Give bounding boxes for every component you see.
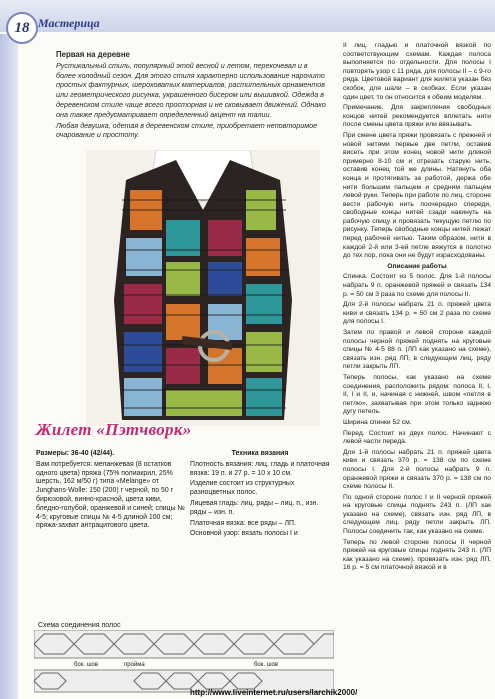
instr-p1: II лиц. гладью и платочной вязкой по соответствующим схемам. Каждая полоса выполняется по отдельности. Для полосы I повторять узор с 11 ряда, для полосы II – с 9-го ряда. Цветовой вариант для жилета указан без скобок, для шали – в скобках. Если указан один цвет, то он относится к обеим моделям. [343,42,491,101]
pattern-text: Основной узор: вязать полосы I и [190,530,298,538]
instructions-column [343,42,491,575]
source-url: http://www.liveinternet.ru/users/larchik2000/ [190,688,358,697]
magazine-name: Мастерица [38,16,100,30]
garter-stitch-text: Платочная вязка: все ряды – ЛП. [190,519,296,527]
scheme-label-mid: пройма [124,662,145,668]
scheme-label-left: бок. шов [74,662,99,668]
instr-p9: Перед. Состоит из двух полос. Начинают с левой части переда. [343,429,491,446]
instr-p5: Для 2-й полосы набрать 21 п. пряжей цвета киви и связать 134 р. = 50 см 2 раза по схеме для полосы I. [343,301,491,326]
face-stitch-text: Лицевая гладь: лиц. ряды – лиц. п., изн. ряды – изн. п. [190,499,319,516]
joining-scheme [34,630,334,696]
instr-note: Примечание. Для закрепления свободных концов нитей рекомендуется вплетать нити после смены цвета пряжи или ввязывать. [343,104,491,129]
intro-block [56,50,326,141]
intro-heading: Первая на деревне [56,50,130,59]
technique-heading: Техника вязания [231,450,289,457]
instr-p7: Теперь полосы, как указано на схеме соединения, расположить рядом: полоса II, I, II, I и II, и, начиная с нижней, швом «петля в петлю», захватывая при этом только заднюю дугу петель. [343,373,491,416]
instr-p12: Теперь по левой стороне полосы II черной пряжей на круговые спицы поднять 243 п. (ЛП как указано на схеме), провязать изн. ряд ЛП, 16 р. = 5 см платочной вязкой и в [343,538,491,572]
side-strip [0,34,18,699]
technique-column [190,450,330,541]
page-number: 18 [6,12,38,44]
instr-p8: Ширина спинки 52 см. [343,418,412,426]
instr-p4: Спинка. Состоит из 5 полос. Для 1-й полосы набрать 9 п. оранжевой пряжей и связать 134 р. = 50 см 3 раза по схеме для полосы II. [343,273,491,298]
scheme-title: Схема соединения полос [38,622,121,629]
instr-p3: При смене цвета пряжи провязать с прежней и новой нитями первые две петли, оставив висеть при этом конец новой нити длиной примерно 8-10 см и отрезать старую нить, оставив конец той же длины. Натянуть оба конца и протягивать за работой, держа обе нити большим пальцем и средним пальцем левой руки. Теперь при работе по лиц. стороне вести рабочую нить поочередно спереди, свободные концы нитей сзади накинуть на рабочую спицу и провязать текущую петлю по рисунку. Теперь свободные концы нитей лежат перед рабочей нитью. Таким образом, нити в каждой 2-й или 3-ей петле вяжутся в полотно до тех пор, пока они не будут израсходованы. [343,131,491,260]
intro-paragraph-1: Рустикальный стиль, популярный этой весной и летом, перекочевал и в более холодный сезон. Для этого стиля характерно использование нарочито простых фактурных, шероховатых материалов, растительных орнаментов или геометрического рисунка, украшенного бисером или вышивкой. Одежда в деревенском стиле чаще всего просторная и не сковывает движений. Однако она также предусматривает определенный акцент на талии. [56,60,326,119]
vest-photo [86,150,320,426]
intro-paragraph-2: Любая девушка, одетая в деревенском стиле, приобретает неповторимое очарование и простоту. [56,120,318,140]
article-title: Жилет «Пэтчворк» [36,420,192,439]
instr-p10: Для 1-й полосы набрать 21 п. пряжей цвета киви и связать 370 р. = 138 см по схеме полосы I. Для 2-й полосы набрать 9 п. оранжевой пряжи и связать 370 р. = 138 см по схеме полосы II. [343,448,491,491]
scheme-label-right: бок. шов [254,662,279,668]
instr-p11: По одной стороне полос I и II черной пряжей на круговые спицы поднять 243 п. (ЛП как указано на схеме), связать изн. ряд ЛП, в следующем лиц. ряду петли закрыть ЛП. Полосы соединить так, как указано на схеме. [343,493,491,536]
materials-text: Вам потребуется: меланжевая (8 остатков одного цвета) пряжа (75% полиакрил, 25% шерсть, 162 м/50 г) типа «Melange» от Junghans-Wolle: 150 (200) г черной, по 50 г бирюзовой, винно-красной, цвета киви, бледно-голубой, оранжевой и синей; спицы № 4-5; круговые спицы № 4-5 длиной 100 см; пряжа-захват антрацитового цвета. [36,460,185,530]
materials-column [36,450,186,533]
work-description-heading: Описание работы [387,262,447,270]
density-text: Плотность вязания: лиц. гладь и платочная вязка: 19 п. и 27 р. = 10 х 10 см. [190,460,330,477]
note-text: Изделие состоит из структурных разноцветных полос. [190,480,295,497]
sizes-text: Размеры: 36-40 (42/44). [36,450,115,457]
instr-p6: Затем по правой и левой стороне каждой полосы черной пряжей поднять на круговые спицы № 4-5 88 п. (ЛП как указано на схеме), связать изн. ряд ЛП, в следующем лиц. ряду петли закрыть ЛП. [343,329,491,371]
